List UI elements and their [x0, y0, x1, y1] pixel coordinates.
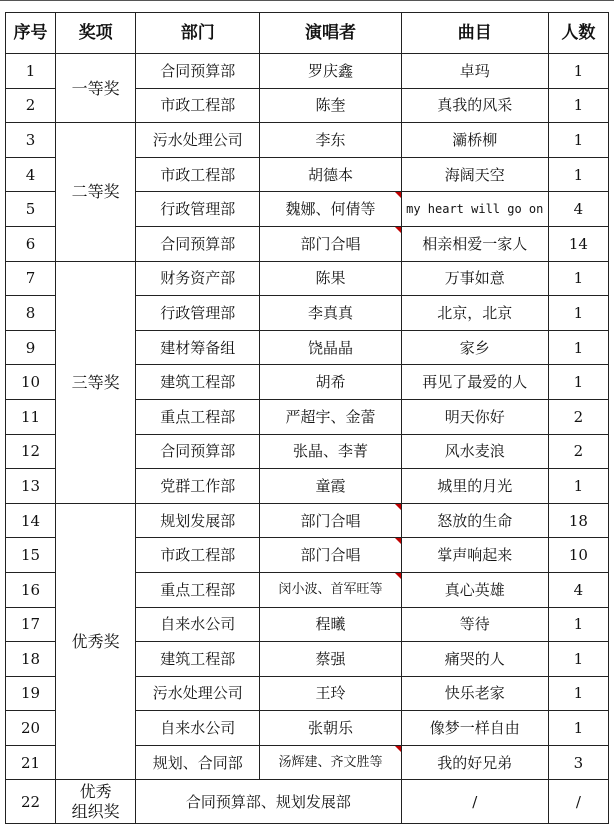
row-dept: 建筑工程部 — [136, 365, 260, 400]
row-count: 2 — [548, 434, 608, 469]
table-row — [6, 54, 609, 89]
header-no: 序号 — [6, 13, 56, 54]
row-count: 1 — [548, 642, 608, 677]
row-count: 1 — [548, 711, 608, 746]
award-excellent: 优秀奖 — [56, 503, 136, 780]
row-dept: 重点工程部 — [136, 399, 260, 434]
row-count: 14 — [548, 226, 608, 261]
award-first: 一等奖 — [56, 54, 136, 123]
row-count: 1 — [548, 123, 608, 158]
awards-table — [5, 12, 609, 824]
row-singer: 程曦 — [260, 607, 401, 642]
row-singer: 饶晶晶 — [260, 330, 401, 365]
row-singer: 李真真 — [260, 296, 401, 331]
row-count: 1 — [548, 676, 608, 711]
table-row — [6, 261, 609, 296]
row-dept: 规划发展部 — [136, 503, 260, 538]
row-song: 卓玛 — [401, 54, 548, 89]
row-dept: 市政工程部 — [136, 88, 260, 123]
row-dept: 污水处理公司 — [136, 676, 260, 711]
header-singer: 演唱者 — [260, 13, 401, 54]
header-dept: 部门 — [136, 13, 260, 54]
row-song: 像梦一样自由 — [401, 711, 548, 746]
row-song: 等待 — [401, 607, 548, 642]
row-singer: 闵小波、首军旺等 — [260, 572, 401, 607]
row-count: 10 — [548, 538, 608, 573]
row-no: 10 — [6, 365, 56, 400]
row-singer: 严超宇、金蕾 — [260, 399, 401, 434]
row-song: 灞桥柳 — [401, 123, 548, 158]
row-song: 明天你好 — [401, 399, 548, 434]
row-no: 8 — [6, 296, 56, 331]
row-song: 怒放的生命 — [401, 503, 548, 538]
row-no: 13 — [6, 469, 56, 504]
row-dept: 市政工程部 — [136, 157, 260, 192]
header-award: 奖项 — [56, 13, 136, 54]
row-dept: 重点工程部 — [136, 572, 260, 607]
row-song: 家乡 — [401, 330, 548, 365]
row-count: 1 — [548, 88, 608, 123]
row-count: 1 — [548, 469, 608, 504]
row-count: 1 — [548, 296, 608, 331]
row-no: 4 — [6, 157, 56, 192]
row-no: 22 — [6, 780, 56, 824]
row-no: 1 — [6, 54, 56, 89]
row-song: 掌声响起来 — [401, 538, 548, 573]
row-song: 快乐老家 — [401, 676, 548, 711]
row-count: 2 — [548, 399, 608, 434]
row-dept-merged: 合同预算部、规划发展部 — [136, 780, 401, 824]
row-count: 4 — [548, 192, 608, 227]
row-no: 16 — [6, 572, 56, 607]
row-singer: 魏娜、何倩等 — [260, 192, 401, 227]
row-song: 万事如意 — [401, 261, 548, 296]
row-no: 21 — [6, 745, 56, 780]
header-count: 人数 — [548, 13, 608, 54]
row-singer: 胡德本 — [260, 157, 401, 192]
row-singer: 张朝乐 — [260, 711, 401, 746]
row-singer: 部门合唱 — [260, 538, 401, 573]
row-dept: 行政管理部 — [136, 296, 260, 331]
row-count: / — [548, 780, 608, 824]
table-row — [6, 780, 609, 824]
row-song: 北京，北京 — [401, 296, 548, 331]
row-dept: 市政工程部 — [136, 538, 260, 573]
row-dept: 合同预算部 — [136, 434, 260, 469]
row-count: 1 — [548, 330, 608, 365]
award-third: 三等奖 — [56, 261, 136, 503]
row-no: 17 — [6, 607, 56, 642]
row-count: 3 — [548, 745, 608, 780]
row-song: 城里的月光 — [401, 469, 548, 504]
row-count: 1 — [548, 54, 608, 89]
row-song: 相亲相爱一家人 — [401, 226, 548, 261]
row-singer: 胡希 — [260, 365, 401, 400]
row-no: 18 — [6, 642, 56, 677]
row-singer: 李东 — [260, 123, 401, 158]
row-singer: 童霞 — [260, 469, 401, 504]
table-row — [6, 503, 609, 538]
award-second: 二等奖 — [56, 123, 136, 261]
row-singer: 王玲 — [260, 676, 401, 711]
row-no: 20 — [6, 711, 56, 746]
row-song: 我的好兄弟 — [401, 745, 548, 780]
header-song: 曲目 — [401, 13, 548, 54]
top-border — [0, 0, 614, 1]
row-singer: 部门合唱 — [260, 226, 401, 261]
row-dept: 合同预算部 — [136, 54, 260, 89]
row-singer: 张晶、李菁 — [260, 434, 401, 469]
row-singer: 部门合唱 — [260, 503, 401, 538]
row-no: 11 — [6, 399, 56, 434]
row-singer: 陈奎 — [260, 88, 401, 123]
row-singer: 罗庆鑫 — [260, 54, 401, 89]
row-dept: 污水处理公司 — [136, 123, 260, 158]
row-song: / — [401, 780, 548, 824]
award-organization — [56, 780, 136, 824]
row-singer: 蔡强 — [260, 642, 401, 677]
row-no: 19 — [6, 676, 56, 711]
row-song: 真我的风采 — [401, 88, 548, 123]
table-row — [6, 123, 609, 158]
row-count: 1 — [548, 365, 608, 400]
row-no: 5 — [6, 192, 56, 227]
row-dept: 自来水公司 — [136, 711, 260, 746]
row-song: 痛哭的人 — [401, 642, 548, 677]
row-no: 2 — [6, 88, 56, 123]
row-count: 1 — [548, 157, 608, 192]
row-dept: 规划、合同部 — [136, 745, 260, 780]
row-count: 18 — [548, 503, 608, 538]
row-dept: 行政管理部 — [136, 192, 260, 227]
row-song: 风水麦浪 — [401, 434, 548, 469]
row-song: 海阔天空 — [401, 157, 548, 192]
row-dept: 财务资产部 — [136, 261, 260, 296]
row-no: 15 — [6, 538, 56, 573]
award-organization-line1: 优秀 — [79, 781, 112, 801]
row-no: 6 — [6, 226, 56, 261]
row-count: 1 — [548, 261, 608, 296]
header-row — [6, 13, 609, 54]
row-dept: 自来水公司 — [136, 607, 260, 642]
award-organization-line2: 组织奖 — [71, 801, 120, 821]
row-count: 1 — [548, 607, 608, 642]
row-song: 再见了最爱的人 — [401, 365, 548, 400]
row-singer: 陈果 — [260, 261, 401, 296]
row-song: my heart will go on — [401, 192, 548, 227]
row-count: 4 — [548, 572, 608, 607]
row-dept: 建筑工程部 — [136, 642, 260, 677]
row-dept: 党群工作部 — [136, 469, 260, 504]
row-dept: 建材筹备组 — [136, 330, 260, 365]
row-no: 14 — [6, 503, 56, 538]
row-no: 12 — [6, 434, 56, 469]
row-no: 9 — [6, 330, 56, 365]
row-no: 3 — [6, 123, 56, 158]
row-song: 真心英雄 — [401, 572, 548, 607]
row-singer: 汤辉建、齐文胜等 — [260, 745, 401, 780]
row-no: 7 — [6, 261, 56, 296]
row-dept: 合同预算部 — [136, 226, 260, 261]
